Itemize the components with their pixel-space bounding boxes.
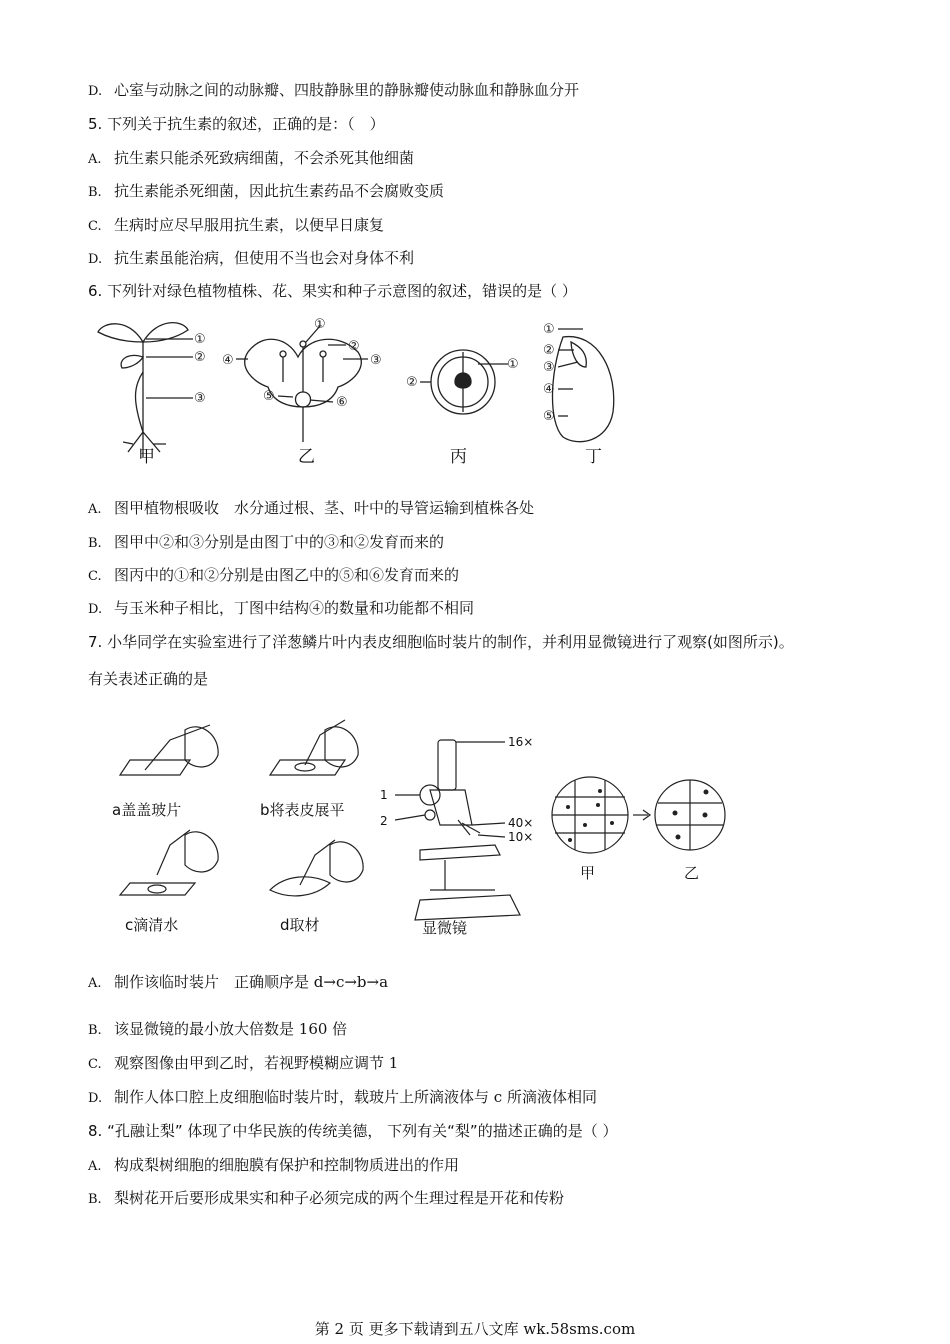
q7-option-b: B. 该显微镜的最小放大倍数是 160 倍 (88, 1020, 348, 1038)
svg-text:①: ① (507, 357, 519, 372)
q8-option-a: A. 构成梨树细胞的细胞膜有保护和控制物质进出的作用 (88, 1156, 460, 1174)
objective-10-label: 10× (508, 830, 534, 844)
q7-option-c: C. 观察图像由甲到乙时，若视野模糊应调节 1 (88, 1054, 399, 1072)
svg-text:②: ② (406, 375, 418, 390)
q5-option-c: C. 生病时应尽早服用抗生素，以便早日康复 (88, 216, 385, 234)
marker-2: ② (194, 350, 206, 365)
q6-option-a: A. 图甲植物根吸收 水分通过根、茎、叶中的导管运输到植株各处 (88, 499, 535, 517)
svg-text:②: ② (543, 343, 555, 358)
q7-option-a: A. 制作该临时装片 正确顺序是 d→c→b→a (88, 973, 389, 991)
q5-option-d: D. 抗生素虽能治病，但使用不当也会对身体不利 (88, 249, 415, 267)
figure-label-jia: 甲 (138, 447, 155, 467)
figure-label-bing: 丙 (450, 447, 467, 467)
q5-option-a: A. 抗生素只能杀死致病细菌，不会杀死其他细菌 (88, 149, 415, 167)
q7-stem-line1: 7. 小华同学在实验室进行了洋葱鳞片叶内表皮细胞临时装片的制作，并利用显微镜进行了观察(如图所示)。 (88, 633, 794, 651)
microscope-label: 显微镜 (422, 919, 468, 937)
q6-option-d: D. 与玉米种子相比，丁图中结构④的数量和功能都不相同 (88, 599, 475, 617)
eyepiece-label: 16× (508, 735, 534, 749)
view-yi-label: 乙 (684, 864, 700, 882)
q6-option-b: B. 图甲中②和③分别是由图丁中的③和②发育而来的 (88, 533, 445, 551)
svg-text:③: ③ (370, 353, 382, 368)
page-footer: 第 2 页 更多下载请到五八文库 wk.58sms.com (314, 1320, 636, 1338)
svg-text:①: ① (314, 317, 326, 332)
q8-option-b: B. 梨树花开后要形成果实和种子必须完成的两个生理过程是开花和传粉 (88, 1189, 565, 1207)
step-d-label: d取材 (280, 916, 320, 934)
part-2-label: 2 (380, 814, 388, 828)
objective-40-label: 40× (508, 816, 534, 830)
q6-option-c: C. 图丙中的①和②分别是由图乙中的⑤和⑥发育而来的 (88, 566, 460, 584)
part-1-label: 1 (380, 788, 388, 802)
q5-stem: 5. 下列关于抗生素的叙述，正确的是：（ ） (88, 115, 385, 133)
svg-text:⑤: ⑤ (543, 409, 555, 424)
svg-text:④: ④ (222, 353, 234, 368)
q4-option-d: D. 心室与动脉之间的动脉瓣、四肢静脉里的静脉瓣使动脉血和静脉血分开 (88, 81, 580, 99)
svg-text:①: ① (543, 322, 555, 337)
svg-text:⑤: ⑤ (263, 389, 275, 404)
svg-text:③: ③ (543, 360, 555, 375)
q6-plant-figure (88, 312, 648, 472)
q7-option-d: D. 制作人体口腔上皮细胞临时装片时，载玻片上所滴液体与 c 所滴液体相同 (88, 1088, 597, 1106)
step-a-label: a盖盖玻片 (112, 801, 182, 819)
q5-option-b: B. 抗生素能杀死细菌，因此抗生素药品不会腐败变质 (88, 182, 445, 200)
q7-slide-microscope-figure (100, 715, 740, 945)
figure-label-yi: 乙 (298, 447, 315, 467)
marker-1: ① (194, 332, 206, 347)
step-b-label: b将表皮展平 (260, 801, 345, 819)
figure-label-ding: 丁 (585, 447, 602, 467)
view-jia-label: 甲 (580, 864, 596, 882)
q8-stem: 8. “孔融让梨” 体现了中华民族的传统美德， 下列有关“梨”的描述正确的是（ ） (88, 1122, 618, 1140)
svg-text:⑥: ⑥ (336, 395, 348, 410)
q7-stem-line2: 有关表述正确的是 (88, 670, 209, 688)
svg-text:②: ② (348, 339, 360, 354)
q6-stem: 6. 下列针对绿色植物植株、花、果实和种子示意图的叙述，错误的是（ ） (88, 282, 577, 300)
marker-3: ③ (194, 391, 206, 406)
step-c-label: c滴清水 (125, 916, 179, 934)
svg-text:④: ④ (543, 382, 555, 397)
